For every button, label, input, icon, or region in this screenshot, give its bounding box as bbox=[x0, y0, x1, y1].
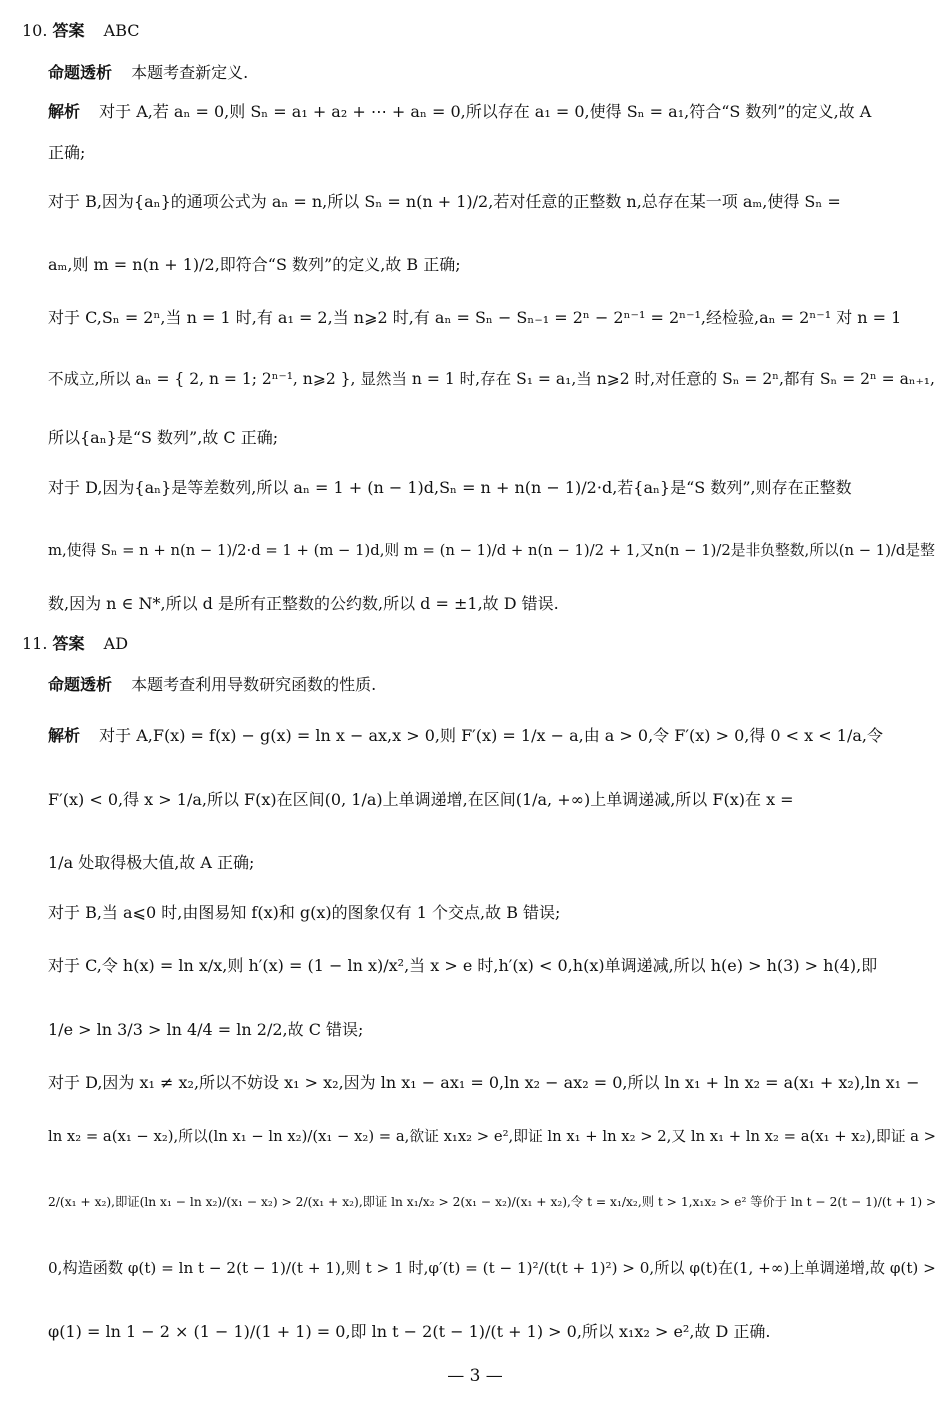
q10-intent: 本题考查新定义. bbox=[131, 63, 249, 82]
q11-intent-label: 命题透析 bbox=[48, 675, 113, 694]
q10-line-3: 对于 B,因为{aₙ}的通项公式为 aₙ = n,所以 Sₙ = n(n + 1)/2,若对任意的正整数 n,总存在某一项 aₘ,使得 Sₙ = bbox=[48, 192, 841, 211]
q10-answer-label: 答案 bbox=[52, 21, 85, 40]
q10-line-9: m,使得 Sₙ = n + n(n − 1)/2·d = 1 + (m − 1)d,则 m = (n − 1)/d + n(n − 1)/2 + 1,又n(n − 1)/2是非负整数,所以(n − 1)/d是整 bbox=[48, 542, 935, 559]
q11-line-10: 0,构造函数 φ(t) = ln t − 2(t − 1)/(t + 1),则 t > 1 时,φ′(t) = (t − 1)²/(t(t + 1)²) > 0,所以 φ(t)在(1, +∞)上单调递增,故 φ(t) > bbox=[48, 1259, 936, 1277]
page-number: — 3 — bbox=[447, 1366, 503, 1386]
q10-answer: ABC bbox=[103, 21, 140, 40]
q11-answer: AD bbox=[103, 634, 129, 653]
q10-line-10: 数,因为 n ∈ N*,所以 d 是所有正整数的公约数,所以 d = ±1,故 D 错误. bbox=[48, 594, 559, 613]
q11-analysis-line-1 bbox=[48, 726, 883, 746]
q10-intent-label: 命题透析 bbox=[48, 63, 113, 82]
q10-intent-line bbox=[48, 63, 248, 83]
q11-line-3: 1/a 处取得极大值,故 A 正确; bbox=[48, 853, 255, 872]
q11-intent-line bbox=[48, 675, 376, 695]
q11-line-8: ln x₂ = a(x₁ − x₂),所以(ln x₁ − ln x₂)/(x₁ − x₂) = a,欲证 x₁x₂ > e²,即证 ln x₁ + ln x₂ > 2,又 ln x₁ + ln x₂ = a(x₁ + x₂),即证 a > bbox=[48, 1128, 937, 1145]
q10-number: 10. bbox=[22, 21, 48, 40]
q11-line-7: 对于 D,因为 x₁ ≠ x₂,所以不妨设 x₁ > x₂,因为 ln x₁ − ax₁ = 0,ln x₂ − ax₂ = 0,所以 ln x₁ + ln x₂ = a(x₁ + x₂),ln x₁ − bbox=[48, 1073, 920, 1092]
q11-line-1: 对于 A,F(x) = f(x) − g(x) = ln x − ax,x > 0,则 F′(x) = 1/x − a,由 a > 0,令 F′(x) > 0,得 0 < x < 1/a,令 bbox=[99, 726, 883, 745]
q10-line-1: 对于 A,若 aₙ = 0,则 Sₙ = a₁ + a₂ + ⋯ + aₙ = 0,所以存在 a₁ = 0,使得 Sₙ = a₁,符合“S 数列”的定义,故 A bbox=[99, 102, 872, 121]
q11-line-11: φ(1) = ln 1 − 2 × (1 − 1)/(1 + 1) = 0,即 ln t − 2(t − 1)/(t + 1) > 0,所以 x₁x₂ > e²,故 D 正确. bbox=[48, 1322, 771, 1341]
q10-line-2: 正确; bbox=[48, 143, 86, 162]
q11-analysis-label: 解析 bbox=[48, 726, 81, 745]
q10-analysis-line-1 bbox=[48, 102, 871, 122]
q11-intent: 本题考查利用导数研究函数的性质. bbox=[131, 675, 377, 694]
q11-number: 11. bbox=[22, 634, 48, 653]
q11-answer-line bbox=[22, 634, 128, 654]
q10-line-7: 所以{aₙ}是“S 数列”,故 C 正确; bbox=[48, 428, 279, 447]
q11-line-2: F′(x) < 0,得 x > 1/a,所以 F(x)在区间(0, 1/a)上单调递增,在区间(1/a, +∞)上单调递减,所以 F(x)在 x = bbox=[48, 790, 794, 809]
q11-line-9: 2/(x₁ + x₂),即证(ln x₁ − ln x₂)/(x₁ − x₂) > 2/(x₁ + x₂),即证 ln x₁/x₂ > 2(x₁ − x₂)/(x₁ + x₂),令 t = x₁/x₂,则 t > 1,x₁x₂ > e² 等价于 ln t − 2(t − 1)/(t + 1) > bbox=[48, 1195, 937, 1209]
q11-line-4: 对于 B,当 a⩽0 时,由图易知 f(x)和 g(x)的图象仅有 1 个交点,故 B 错误; bbox=[48, 903, 561, 922]
q11-line-5: 对于 C,令 h(x) = ln x/x,则 h′(x) = (1 − ln x)/x²,当 x > e 时,h′(x) < 0,h(x)单调递减,所以 h(e) > h(3) > h(4),即 bbox=[48, 956, 878, 975]
q10-analysis-label: 解析 bbox=[48, 102, 81, 121]
q10-answer-line bbox=[22, 21, 140, 41]
q10-line-5: 对于 C,Sₙ = 2ⁿ,当 n = 1 时,有 a₁ = 2,当 n⩾2 时,有 aₙ = Sₙ − Sₙ₋₁ = 2ⁿ − 2ⁿ⁻¹ = 2ⁿ⁻¹,经检验,aₙ = 2ⁿ⁻¹ 对 n = 1 bbox=[48, 308, 902, 327]
q10-line-8: 对于 D,因为{aₙ}是等差数列,所以 aₙ = 1 + (n − 1)d,Sₙ = n + n(n − 1)/2·d,若{aₙ}是“S 数列”,则存在正整数 bbox=[48, 478, 852, 497]
q11-line-6: 1/e > ln 3/3 > ln 4/4 = ln 2/2,故 C 错误; bbox=[48, 1020, 364, 1039]
q10-line-6: 不成立,所以 aₙ = { 2, n = 1; 2ⁿ⁻¹, n⩾2 }, 显然当 n = 1 时,存在 S₁ = a₁,当 n⩾2 时,对任意的 Sₙ = 2ⁿ,都有 Sₙ = 2ⁿ = aₙ₊₁, bbox=[48, 370, 935, 388]
q10-line-4: aₘ,则 m = n(n + 1)/2,即符合“S 数列”的定义,故 B 正确; bbox=[48, 255, 461, 274]
q11-answer-label: 答案 bbox=[52, 634, 85, 653]
